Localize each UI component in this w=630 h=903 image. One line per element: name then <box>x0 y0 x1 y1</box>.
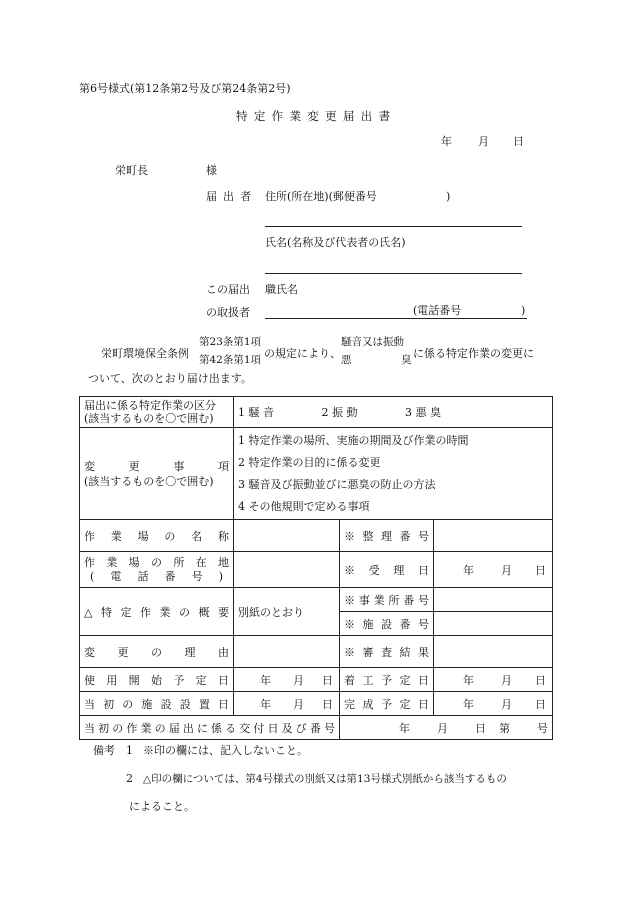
office-number-label: ※事業所番号 <box>340 588 434 612</box>
address-label: 住所(所在地)(郵便番号 <box>265 190 377 203</box>
received-label: ※受理日 <box>340 552 434 588</box>
change-reason-input[interactable] <box>234 636 340 668</box>
address-line <box>265 226 522 227</box>
ref-number-value <box>434 520 553 552</box>
construction-day: 日 <box>535 673 546 687</box>
category-label-2: (該当するものを〇で囲む) <box>84 412 214 425</box>
category-option-odor[interactable]: 3 悪 臭 <box>405 406 441 419</box>
facility-number-value <box>434 612 553 636</box>
change-item-2[interactable]: 2 特定作業の目的に係る変更 <box>238 455 381 469</box>
intro-mid: の規定により、 <box>264 347 341 360</box>
handler-line <box>265 318 527 319</box>
category-label-cell <box>80 397 234 428</box>
received-date <box>434 552 553 588</box>
change-item-3[interactable]: 3 騒音及び振動並びに悪臭の防止の方法 <box>238 477 436 491</box>
site-location-cell <box>80 552 234 588</box>
notice-number-unit: 号 <box>537 721 548 735</box>
construction-year: 年 <box>463 673 474 687</box>
change-label-1: 変更事項 <box>84 459 229 473</box>
received-year: 年 <box>463 563 474 577</box>
name-line <box>265 273 522 274</box>
handler-title-name: 職氏名 <box>265 283 298 296</box>
completion-input[interactable] <box>434 692 553 716</box>
handler-label-2: の取扱者 <box>206 306 250 319</box>
change-label-2: (該当するものを〇で囲む) <box>84 474 214 488</box>
construction-month: 月 <box>501 673 512 687</box>
handler-phone-label: (電話番号 <box>413 304 462 317</box>
completion-year: 年 <box>463 697 474 711</box>
note-2-num: 2 <box>126 772 133 785</box>
received-month: 月 <box>501 563 512 577</box>
notice-number-prefix: 第 <box>499 721 510 735</box>
intro-suffix: に係る特定作業の変更に <box>413 347 534 360</box>
note-1-text: ※印の欄には、記入しないこと。 <box>143 744 308 757</box>
received-day: 日 <box>535 563 546 577</box>
site-name-input[interactable] <box>234 520 340 552</box>
start-year: 年 <box>260 673 271 687</box>
form-number: 第6号様式(第12条第2号及び第24条第2号) <box>79 82 291 95</box>
install-date-label: 当初の施設設置日 <box>80 692 234 716</box>
date-month-label: 月 <box>478 135 489 148</box>
notes-heading: 備考 <box>93 744 115 757</box>
start-date-input[interactable] <box>234 668 340 692</box>
notifier-label: 届出者 <box>206 190 258 203</box>
category-label-1: 届出に係る特定作業の区分 <box>84 399 216 412</box>
document-title: 特定作業変更届出書 <box>236 109 397 123</box>
notice-month: 月 <box>437 721 448 735</box>
handler-phone-close: ) <box>521 304 526 317</box>
notice-year: 年 <box>399 721 410 735</box>
change-reason-label: 変更の理由 <box>80 636 234 668</box>
facility-number-label: ※施設番号 <box>340 612 434 636</box>
install-month: 月 <box>293 697 304 711</box>
completion-month: 月 <box>501 697 512 711</box>
notification-table <box>79 396 553 740</box>
start-day: 日 <box>322 673 333 687</box>
review-result-label: ※審査結果 <box>340 636 434 668</box>
category-option-noise[interactable]: 1 騒 音 <box>238 406 274 419</box>
install-day: 日 <box>322 697 333 711</box>
overview-label: △特定作業の概要 <box>80 588 234 636</box>
completion-day: 日 <box>535 697 546 711</box>
category-option-vibration[interactable]: 2 振 動 <box>321 406 358 419</box>
install-date-input[interactable] <box>234 692 340 716</box>
start-date-label: 使用開始予定日 <box>80 668 234 692</box>
intro-type-b1: 悪 <box>341 354 352 366</box>
notice-day: 日 <box>475 721 486 735</box>
date-year-label: 年 <box>441 135 452 148</box>
site-phone-label: (電話番号) <box>90 569 223 583</box>
change-label-cell <box>80 428 234 520</box>
construction-start-input[interactable] <box>434 668 553 692</box>
construction-start-label: 着工予定日 <box>340 668 434 692</box>
intro-article-b: 第42条第1項 <box>199 354 262 366</box>
original-notice-input[interactable] <box>340 716 553 740</box>
date-day-label: 日 <box>513 135 524 148</box>
addressee-name: 栄町長 <box>115 164 148 177</box>
intro-type-b2: 臭 <box>401 354 412 366</box>
intro-article-a: 第23条第1項 <box>199 336 262 348</box>
handler-label-1: この届出 <box>206 283 250 296</box>
address-close: ) <box>446 190 451 203</box>
name-label: 氏名(名称及び代表者の氏名) <box>265 236 406 249</box>
note-2-text-2: によること。 <box>129 800 195 813</box>
note-1-num: 1 <box>126 744 133 757</box>
ref-number-label: ※整理番号 <box>340 520 434 552</box>
site-name-label: 作業場の名称 <box>80 520 234 552</box>
original-notice-label: 当初の作業の届出に係る交付日及び番号 <box>80 716 340 740</box>
overview-value: 別紙のとおり <box>234 588 340 636</box>
intro-type-a: 騒音又は振動 <box>341 336 404 348</box>
completion-label: 完成予定日 <box>340 692 434 716</box>
change-item-4[interactable]: 4 その他規則で定める事項 <box>238 499 370 513</box>
change-item-1[interactable]: 1 特定作業の場所、実施の期間及び作業の時間 <box>238 433 469 447</box>
site-location-label: 作業場の所在地 <box>84 555 229 569</box>
addressee-honorific: 様 <box>206 164 217 177</box>
category-options-cell[interactable] <box>234 397 553 428</box>
site-location-input[interactable] <box>234 552 340 588</box>
intro-prefix: 栄町環境保全条例 <box>101 347 189 360</box>
note-2-text-1: △印の欄については、第4号様式の別紙又は第13号様式別紙から該当するもの <box>143 773 507 785</box>
install-year: 年 <box>260 697 271 711</box>
change-items-cell[interactable] <box>234 428 553 520</box>
office-number-value <box>434 588 553 612</box>
start-month: 月 <box>293 673 304 687</box>
review-result-value <box>434 636 553 668</box>
intro-line2: ついて、次のとおり届け出ます。 <box>88 372 252 385</box>
